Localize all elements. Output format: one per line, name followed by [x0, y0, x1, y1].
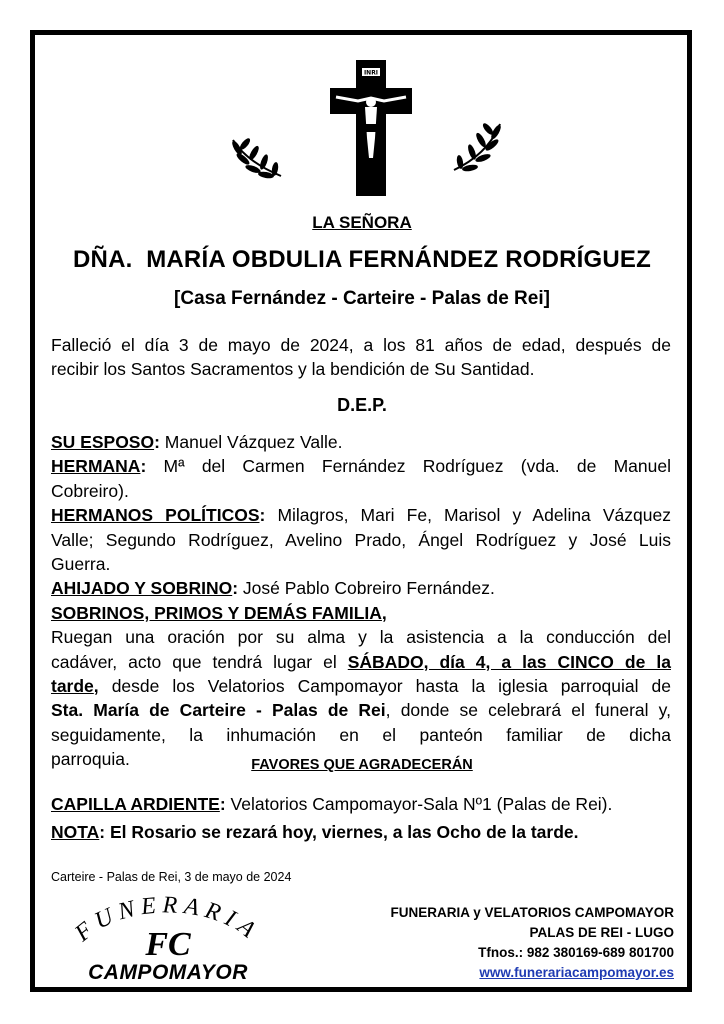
house-origin: [Casa Fernández - Carteire - Palas de Rei]: [174, 288, 550, 309]
godson-line: AHIJADO Y SOBRINO: José Pablo Cobreiro Fernández.: [51, 578, 495, 599]
dep-heading: D.E.P.: [337, 395, 387, 415]
funeraria-logo: [55, 893, 280, 985]
note-line: NOTA: El Rosario se rezará hoy, viernes, a las Ocho de la tarde.: [51, 822, 579, 842]
notice-title: LA SEÑORA: [312, 213, 412, 232]
company-location: PALAS DE REI - LUGO: [529, 925, 674, 940]
deceased-name: DÑA. MARÍA OBDULIA FERNÁNDEZ RODRÍGUEZ: [73, 246, 651, 273]
sister-line: HERMANA: Mª del Carmen Fernández Rodríguez (vda. de Manuel: [51, 456, 671, 477]
svg-text:FUNERARIA: FUNERARIA: [70, 893, 265, 947]
company-name: FUNERARIA y VELATORIOS CAMPOMAYOR: [390, 905, 674, 920]
crucifix-icon: [328, 58, 414, 198]
svg-text:CAMPOMAYOR: CAMPOMAYOR: [88, 961, 248, 984]
in-laws-line: HERMANOS POLÍTICOS: Milagros, Mari Fe, Marisol y Adelina Vázquez: [51, 505, 671, 526]
family-list: SU ESPOSO: Manuel Vázquez Valle. HERMANA: Mª del Carmen Fernández Rodríguez (vda. de Manuel Cobreiro). HERMANOS POLÍTICOS: Milagros, Mari Fe, Marisol y Adelina Vázquez Valle; Segundo Rodríguez, Avelino Prado, Ángel Rodríguez y José Luis Guerra. AHIJADO Y SOBRINO: José Pablo Cobreiro Fernández. SOBRINOS, PRIMOS Y DEMÁS FAMILIA, Ruegan una oración por su alma y la asistencia a la conducción del cadáver, acto que tendrá lugar el SÁBADO, día 4, a las CINCO de la tarde, desde los Velatorios Campomayor hasta la iglesia parroquial de Sta. María de Carteire - Palas de Rei, donde se celebrará el funeral y, seguidamente, la inhumación en el panteón familiar de dicha parroquia.: [51, 432, 671, 770]
company-phones: Tfnos.: 982 380169-689 801700: [478, 945, 674, 960]
request-text: Ruegan una oración por su alma y la asistencia a la conducción del: [51, 627, 671, 648]
svg-text:INRI: INRI: [363, 69, 379, 77]
chapel-line: CAPILLA ARDIENTE: Velatorios Campomayor-Sala Nº1 (Palas de Rei).: [51, 794, 613, 814]
laurel-right-icon: [448, 118, 508, 178]
death-announcement: Falleció el día 3 de mayo de 2024, a los 81 años de edad, después de recibir los Santos Sacramentos y la bendición de Su Santidad.: [51, 335, 671, 380]
relatives-line: SOBRINOS, PRIMOS Y DEMÁS FAMILIA,: [51, 602, 387, 623]
spouse-line: SU ESPOSO: Manuel Vázquez Valle.: [51, 432, 343, 452]
thanks-heading: FAVORES QUE AGRADECERÁN: [251, 757, 473, 773]
contact-block: [390, 903, 674, 983]
laurel-left-icon: [225, 132, 285, 184]
website-link[interactable]: www.funerariacampomayor.es: [479, 965, 674, 980]
svg-text:FC: FC: [145, 926, 191, 963]
place-date: Carteire - Palas de Rei, 3 de mayo de 2024: [51, 870, 292, 884]
